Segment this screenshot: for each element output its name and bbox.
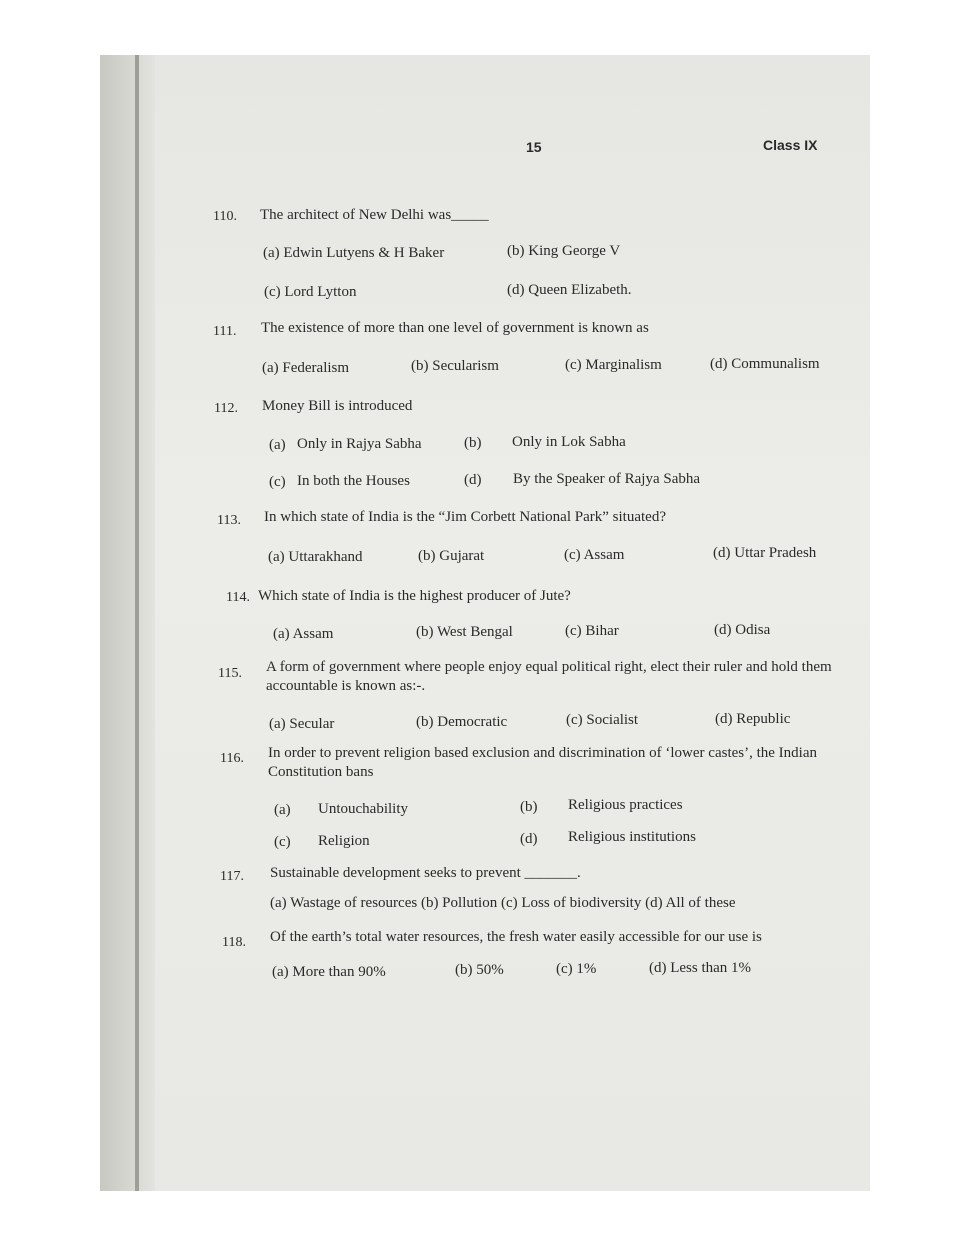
question-number: 114. — [226, 590, 250, 605]
option: (c) Assam — [564, 547, 625, 563]
option-letter: (d) — [464, 472, 482, 488]
option-text: Religious practices — [568, 797, 683, 813]
option: (d) Republic — [715, 711, 791, 727]
option-letter: (c) — [269, 474, 286, 490]
option: (d) Queen Elizabeth. — [507, 282, 632, 298]
question-text: Money Bill is introduced — [262, 398, 413, 414]
question-number: 117. — [220, 869, 244, 884]
question-number: 112. — [214, 401, 238, 416]
question-text: The existence of more than one level of government is known as — [261, 320, 649, 336]
option: (a) More than 90% — [272, 964, 386, 980]
page-binding-shadow — [100, 55, 155, 1191]
question-text: In which state of India is the “Jim Corbett National Park” situated? — [264, 509, 666, 525]
option: (b) Secularism — [411, 358, 499, 374]
option-text: Only in Rajya Sabha — [297, 436, 422, 452]
option: (d) Communalism — [710, 356, 820, 372]
class-label: Class IX — [763, 137, 818, 153]
option: (a) Assam — [273, 626, 334, 642]
option: (a) Secular — [269, 716, 335, 732]
option-letter: (b) — [464, 435, 482, 451]
option: (c) Bihar — [565, 623, 619, 639]
option: (d) Less than 1% — [649, 960, 752, 976]
option: (c) Lord Lytton — [264, 284, 357, 300]
question-text: Of the earth’s total water resources, the fresh water easily accessible for our use is — [270, 929, 762, 945]
question-text: A form of government where people enjoy equal political right, elect their ruler and hold them accountable is known as:-. — [266, 659, 832, 694]
option: (b) West Bengal — [416, 624, 513, 640]
question-text: Which state of India is the highest producer of Jute? — [258, 588, 571, 604]
option: (b) Democratic — [416, 714, 508, 730]
option: (b) 50% — [455, 962, 504, 978]
question-number: 118. — [222, 935, 246, 950]
option-letter: (d) — [520, 831, 538, 847]
binding-line — [135, 55, 139, 1191]
option: (a) Uttarakhand — [268, 549, 363, 565]
option-letter: (b) — [520, 799, 538, 815]
option: (a) Federalism — [262, 360, 350, 376]
option: (b) Gujarat — [418, 548, 485, 564]
option-letter: (a) — [269, 437, 286, 453]
option-text: By the Speaker of Rajya Sabha — [513, 471, 701, 487]
option-text: Only in Lok Sabha — [512, 434, 626, 450]
question-text: The architect of New Delhi was_____ — [260, 207, 489, 223]
page-number: 15 — [526, 139, 542, 155]
options-line: (a) Wastage of resources (b) Pollution (c) Loss of biodiversity (d) All of these — [270, 895, 736, 911]
option: (d) Odisa — [714, 622, 771, 638]
option-text: Religious institutions — [568, 829, 696, 845]
option-text: Religion — [318, 833, 370, 849]
question-number: 111. — [213, 324, 237, 339]
option: (c) Socialist — [566, 712, 639, 728]
option-letter: (a) — [274, 802, 291, 818]
question-number: 115. — [218, 666, 242, 681]
option: (d) Uttar Pradesh — [713, 545, 817, 561]
option: (a) Edwin Lutyens & H Baker — [263, 245, 445, 261]
option-letter: (c) — [274, 834, 291, 850]
question-text: In order to prevent religion based exclusion and discrimination of ‘lower castes’, the Indian Constitution bans — [268, 745, 817, 780]
option: (b) King George V — [507, 243, 621, 259]
option-text: In both the Houses — [297, 473, 410, 489]
question-text: Sustainable development seeks to prevent _______. — [270, 865, 581, 881]
question-number: 113. — [217, 513, 241, 528]
option: (c) 1% — [556, 961, 597, 977]
question-number: 116. — [220, 751, 244, 766]
option: (c) Marginalism — [565, 357, 662, 373]
option-text: Untouchability — [318, 801, 408, 817]
question-number: 110. — [213, 209, 237, 224]
